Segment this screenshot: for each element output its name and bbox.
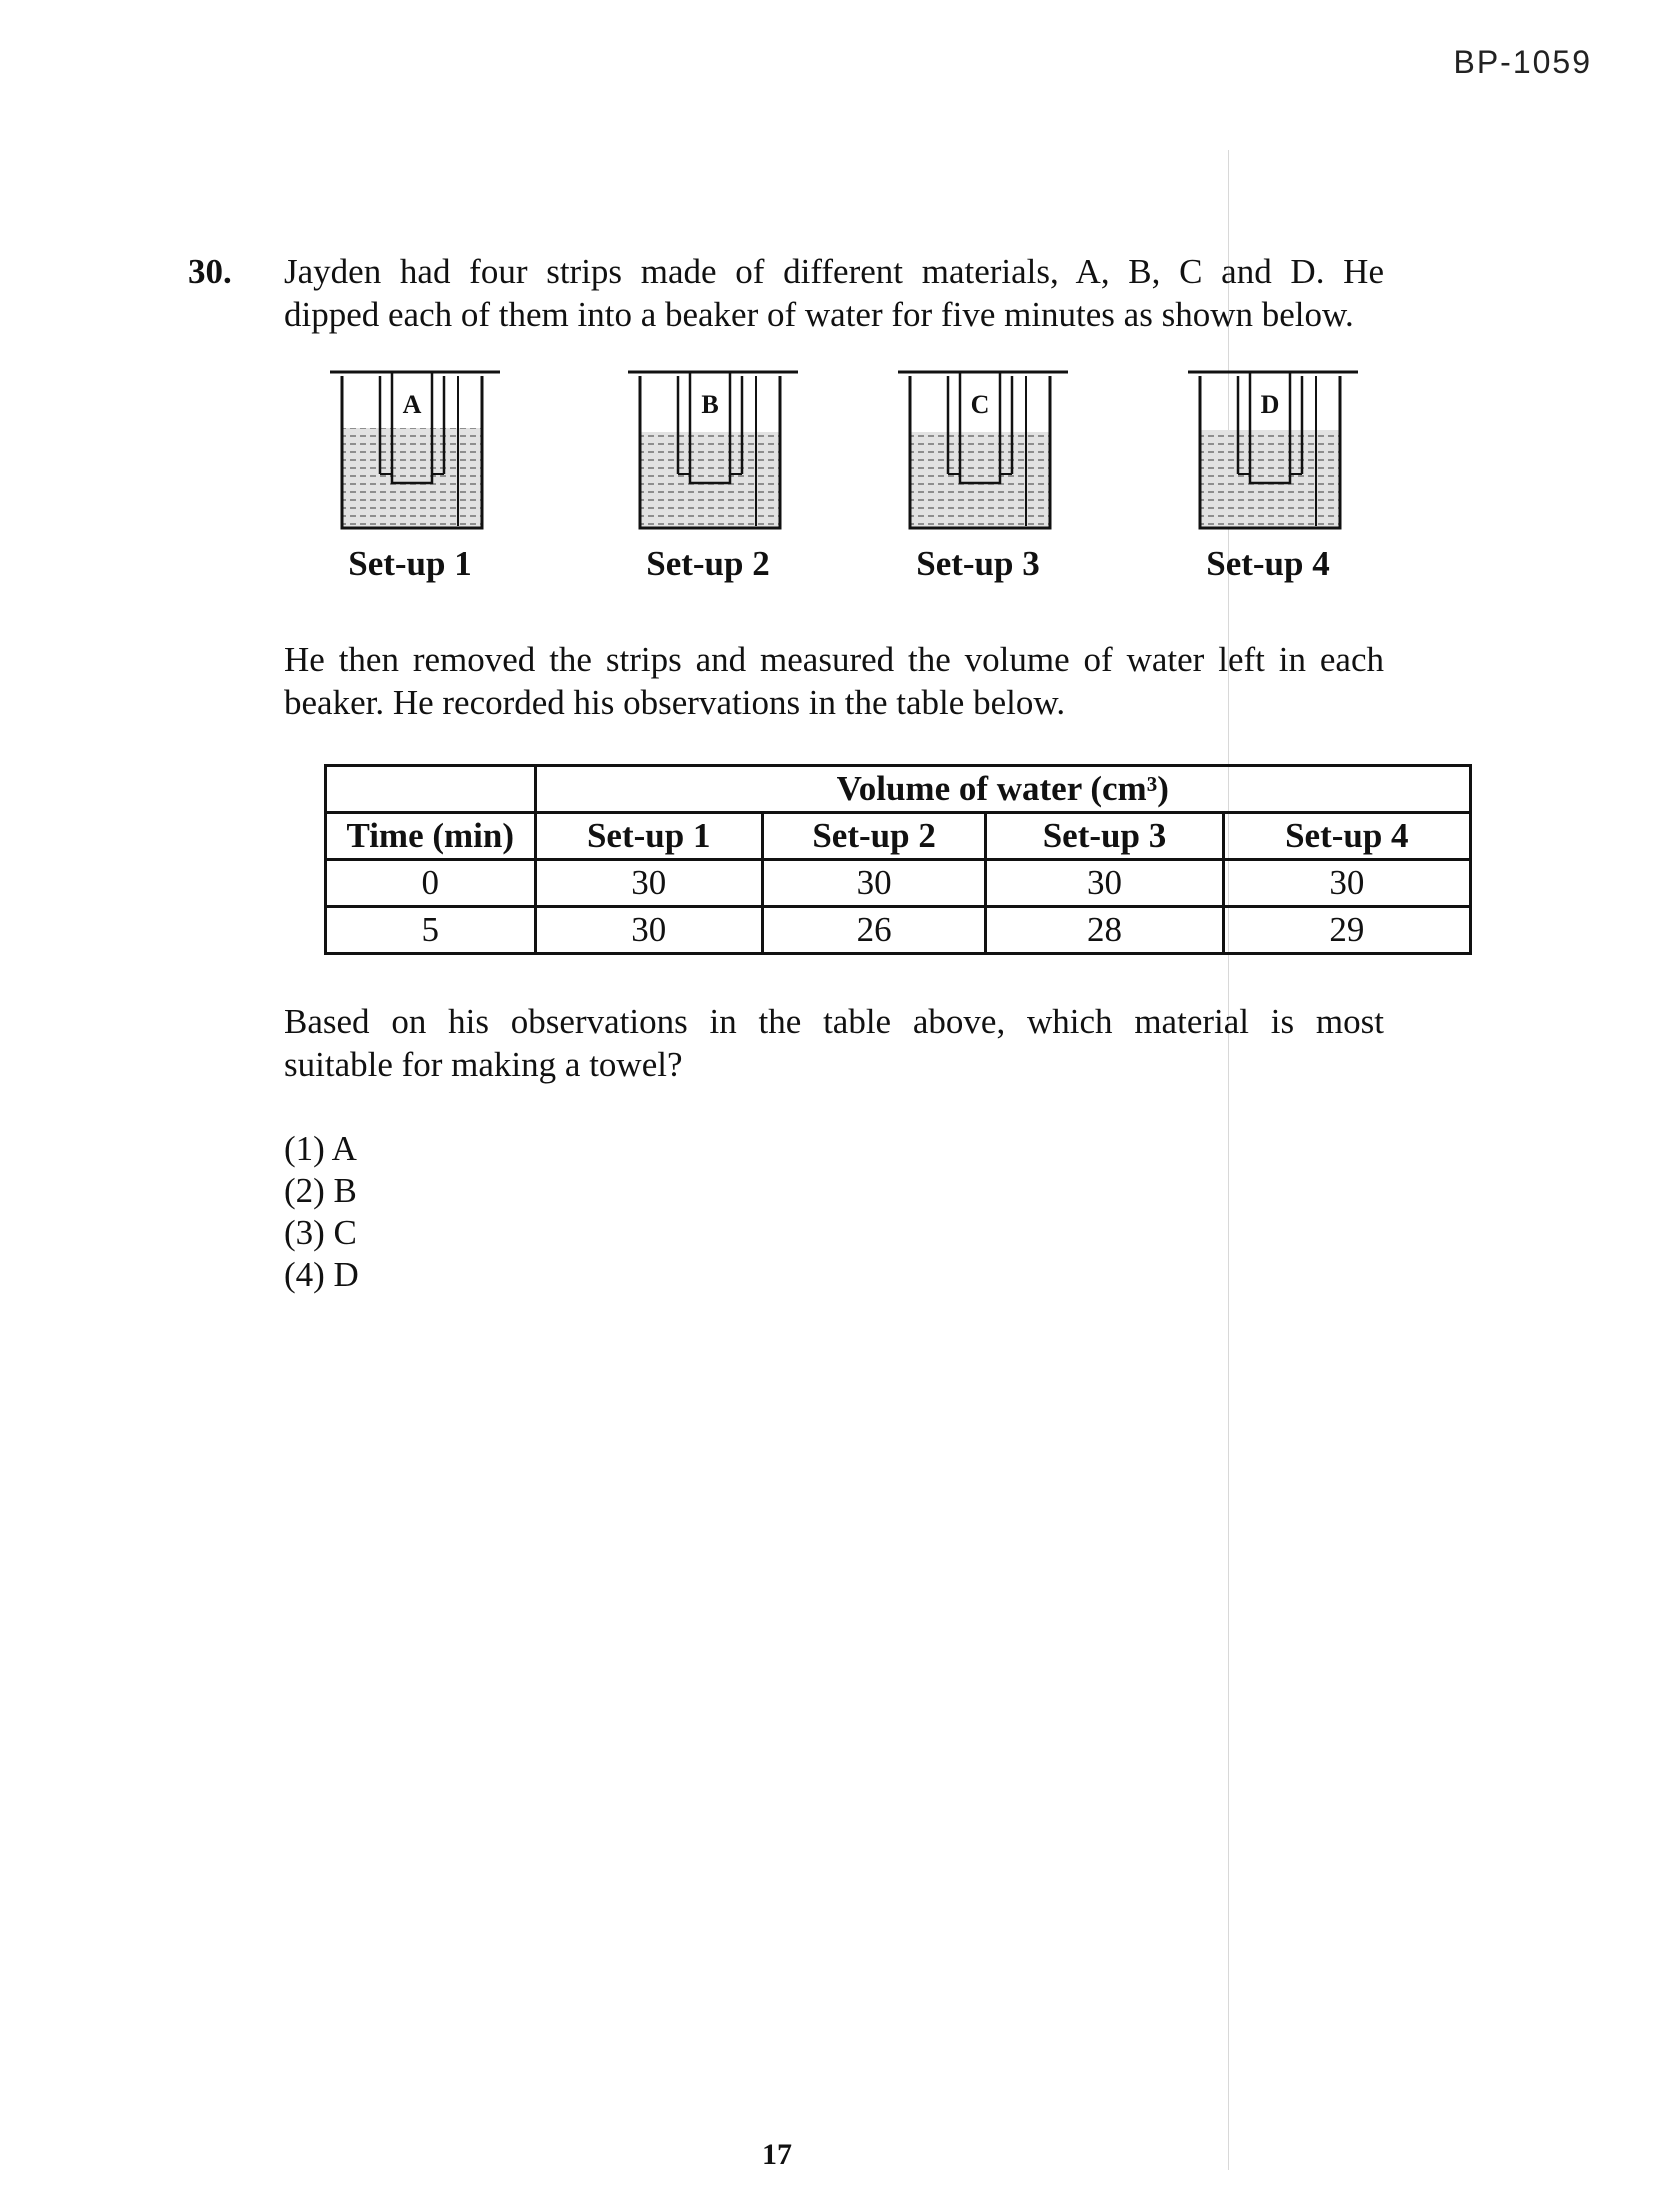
table-header-cell: Set-up 1 [535,813,762,860]
answer-options [284,1128,359,1296]
option-2[interactable]: (2) B [284,1171,357,1210]
setup-caption: Set-up 1 [348,544,472,583]
setup-1 [320,368,500,598]
strip-label: D [1260,390,1280,419]
table-cell: 30 [1223,860,1470,907]
table-cell: 29 [1223,907,1470,954]
setup-4 [1178,368,1358,598]
table-header-cell: Set-up 2 [762,813,985,860]
observation-table [324,764,1472,955]
document-code: BP-1059 [1453,44,1592,80]
table-cell: 26 [762,907,985,954]
table-group-header-row [326,766,1471,813]
stem-line: Jayden had four strips made of different materials, A, B, C and D. He [284,252,1384,291]
intro-line: beaker. He recorded his observations in the table below. [284,683,1066,722]
table-header-cell: Time (min) [326,813,536,860]
table-group-header: Volume of water (cm³) [535,766,1470,813]
table-cell: 5 [326,907,536,954]
table-cell: 30 [535,860,762,907]
question-prompt [284,1000,1384,1086]
strip-label: B [701,390,719,419]
table-cell: 30 [535,907,762,954]
stem-line: dipped each of them into a beaker of water for five minutes as shown below. [284,295,1354,334]
option-1[interactable]: (1) A [284,1129,357,1168]
option-4[interactable]: (4) D [284,1255,359,1294]
strip-label: C [970,390,990,419]
observation-intro [284,638,1384,724]
setup-3 [888,368,1068,598]
table-header-cell: Set-up 3 [986,813,1223,860]
table-cell: 30 [986,860,1223,907]
table-header-row [326,813,1471,860]
strip-label: A [402,390,422,419]
setup-caption: Set-up 2 [646,544,770,583]
table-cell: 0 [326,860,536,907]
question-stem [284,250,1384,336]
table-header-cell: Set-up 4 [1223,813,1470,860]
table-row [326,907,1471,954]
setup-caption: Set-up 3 [916,544,1040,583]
table-cell: 30 [762,860,985,907]
intro-line: He then removed the strips and measured the volume of water left in each [284,640,1384,679]
page-number: 17 [762,2138,792,2171]
question-number: 30. [188,252,232,291]
table-cell: 28 [986,907,1223,954]
setup-caption: Set-up 4 [1206,544,1330,583]
option-3[interactable]: (3) C [284,1213,357,1252]
table-corner-cell [326,766,536,813]
setup-2 [618,368,798,598]
setups-diagram [320,368,1380,598]
table-row [326,860,1471,907]
prompt-line: Based on his observations in the table above, which material is most [284,1002,1384,1041]
prompt-line: suitable for making a towel? [284,1045,683,1084]
